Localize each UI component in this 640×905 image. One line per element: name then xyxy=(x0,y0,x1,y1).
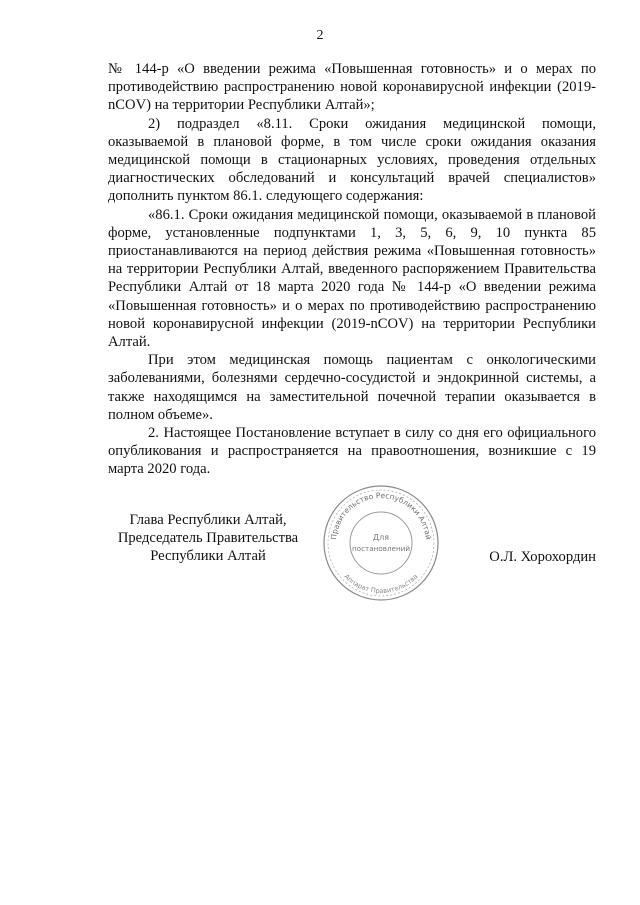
page-number: 2 xyxy=(316,28,324,43)
signatory-name: О.Л. Хорохордин xyxy=(489,549,596,565)
paragraph-subsection-amendment: 2) подраздел «8.11. Сроки ожидания медицинской помощи, оказываемой в плановой форме, в том числе сроки ожидания оказания медицинской помощи в стационарных условиях, проведения отдельных диагностических обследований и консультаций врачей специалистов» дополнить пунктом 86.1. следующего содержания: xyxy=(108,115,596,205)
seal-outer-text: Правительство Республики Алтай xyxy=(329,490,433,541)
document-body xyxy=(108,60,596,479)
paragraph-continuation: № 144-р «О введении режима «Повышенная готовность» и о мерах по противодействию распространению новой коронавирусной инфекции (2019-nCOV) на территории Республики Алтай»; xyxy=(108,61,596,114)
paragraph-medical-care-note: При этом медицинская помощь пациентам с онкологическими заболеваниями, болезнями сердечно-сосудистой и эндокринной системы, а также находящимся на заместительной почечной терапии оказывается в полном объеме». xyxy=(108,352,596,423)
paragraph-effective-date: 2. Настоящее Постановление вступает в силу со дня его официального опубликования и распространяется на правоотношения, возникшие с 19 марта 2020 года. xyxy=(108,425,596,478)
signatory-title-line: Председатель Правительства xyxy=(117,530,299,547)
seal-inner-line: Для xyxy=(372,533,390,542)
official-seal xyxy=(321,483,441,603)
signatory-title-line: Республики Алтай xyxy=(150,548,266,565)
paragraph-point-86-1: «86.1. Сроки ожидания медицинской помощи, оказываемой в плановой форме, установленные подпунктами 1, 3, 5, 6, 9, 10 пункта 85 приостанавливаются на период действия режима «Повышенная готовность» на территории Республики Алтай, введенного распоряжением Правительства Республики Алтай от 18 марта 2020 года № 144-р «О введении режима «Повышенная готовность» и о мерах по противодействию распространению новой коронавирусной инфекции (2019-nCOV) на территории Республики Алтай. xyxy=(108,206,596,351)
signatory-title-line: Глава Республики Алтай, xyxy=(129,512,287,528)
svg-text:Аппарат Правительства xyxy=(343,572,420,595)
seal-outer-text-bottom: Аппарат Правительства xyxy=(342,572,420,596)
seal-inner-line: постановлений xyxy=(351,544,411,553)
signatory-title xyxy=(108,511,308,566)
